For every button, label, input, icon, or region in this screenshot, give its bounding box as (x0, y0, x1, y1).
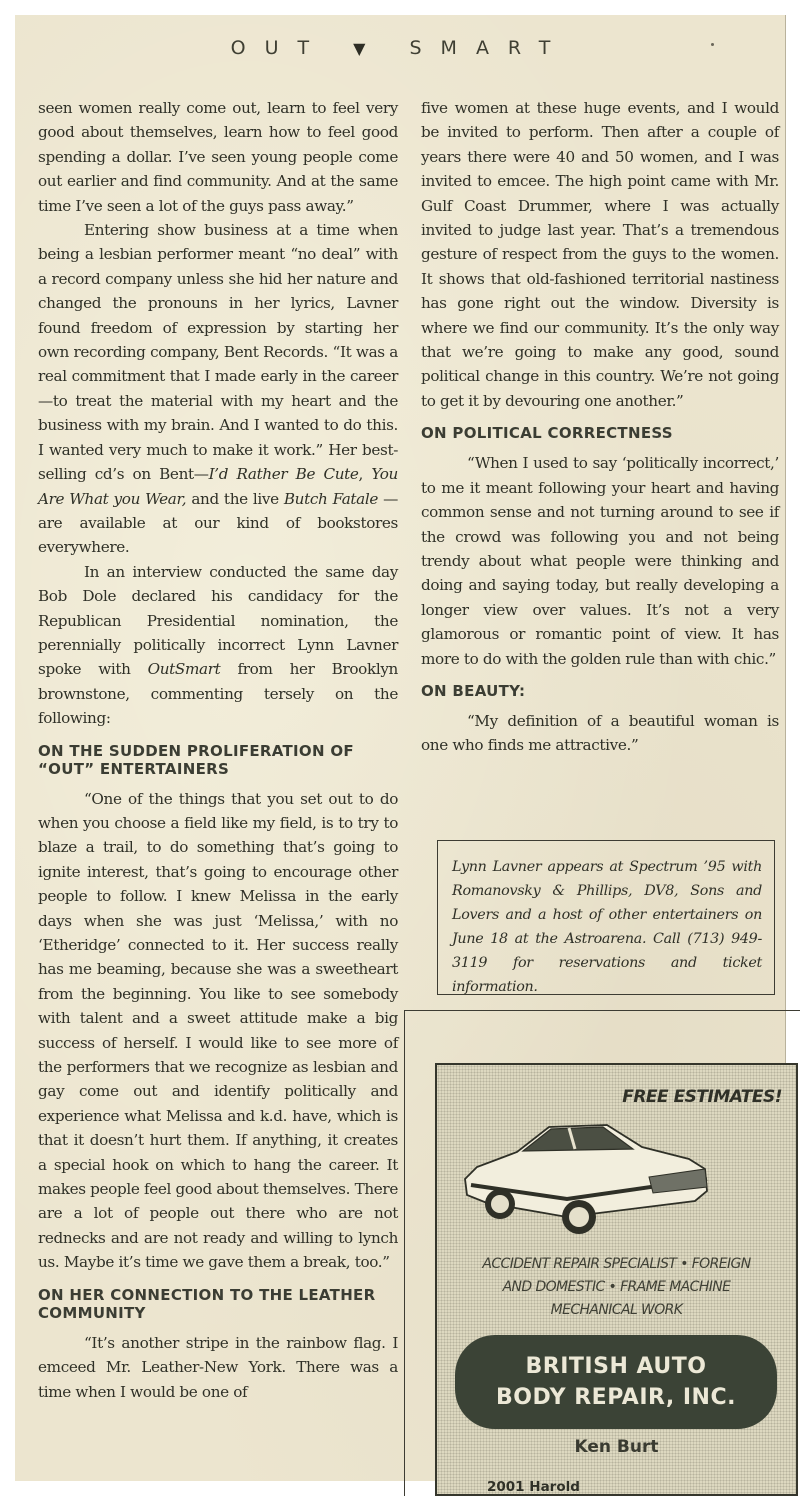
magazine-page (15, 15, 786, 1495)
ad-headline: FREE ESTIMATES! (622, 1087, 782, 1107)
business-name-line: BODY REPAIR, INC. (496, 1385, 736, 1410)
paragraph (38, 218, 398, 560)
paragraph-text: from her Brooklyn brownstone, commenting tersely on the following: (38, 660, 398, 728)
paragraph-text: —are available at our kind of bookstores everywhere. (38, 489, 398, 557)
paragraph: “When I used to say ‘politically incorrect,’ to me it meant following your heart and having common sense and not turning around to see if the crowd was following you and not being trendy about what people were thinking and doing and saying today, but really developing a longer view over values. It’s not a very glamorous or romantic point of view. It has more to do with the golden rule than with chic.” (421, 454, 779, 668)
business-name-banner (455, 1335, 777, 1429)
owner-name: Ken Burt (574, 1437, 659, 1457)
event-notice-box: Lynn Lavner appears at Spectrum ’95 with Romanovsky & Phillips, DV8, Sons and Lovers and a host of other entertainers on June 18 at the Astroarena. Call (713) 949-3119 for reservations and ticket information. (437, 840, 775, 995)
paragraph-text: and the live (186, 489, 284, 508)
paragraph-text: In an interview conducted the same day Bob Dole declared his candidacy for the Republican Presidential nomination, the perennially politically incorrect Lynn Lavner spoke with (38, 562, 398, 679)
section-heading: ON HER CONNECTION TO THE LEATHER COMMUNITY (38, 1285, 376, 1322)
paragraph: “It’s another stripe in the rainbow flag. I emceed Mr. Leather-New York. There was a time when I would be one of (38, 1333, 398, 1401)
album-title: I’d Rather Be Cute (208, 465, 359, 484)
section-heading: ON BEAUTY: (421, 681, 526, 700)
article-left-column (38, 96, 398, 1404)
paragraph: five women at these huge events, and I would be invited to perform. Then after a couple of years there were 40 and 50 women, and I was invited to emcee. The high point came with Mr. Gulf Coast Drummer, where I was actually invited to judge last year. That’s a tremendous gesture of respect from the guys to the women. It shows that old-fashioned territorial nastiness has gone right out the window. Diversity is where we find our community. It’s the only way that we’re going to make any good, sound political change in this country. We’re not going to get it by devouring one another.” (421, 99, 779, 410)
paragraph: seen women really come out, learn to feel very good about themselves, learn how to feel good spending a dollar. I’ve seen young people come out earlier and find community. And at the same time I’ve seen a lot of the guys pass away.” (38, 99, 398, 215)
paragraph (38, 560, 398, 731)
services-line: MECHANICAL WORK (550, 1302, 683, 1318)
album-title: You Are What you Wear, (38, 465, 398, 508)
section-heading: ON POLITICAL CORRECTNESS (421, 424, 673, 443)
down-triangle-icon: ▼ (353, 39, 385, 58)
masthead-smart: SMART (409, 37, 570, 59)
services-line: AND DOMESTIC • FRAME MACHINE (502, 1279, 731, 1295)
divider (404, 1010, 405, 1496)
paragraph: “One of the things that you set out to do when you choose a field like my field, is to try to blaze a trail, to do something that’s going to ignite interest, that’s going to encourage other people to follow. I knew Melissa in the early days when she was just ‘Melissa,’ with no ‘Etheridge’ connected to it. Her success really has me beaming, because she was a sweetheart from the beginning. You like to see somebody with talent and a sweet attitude make a big success of herself. I would like to see more of the performers that we recognize as lesbian and gay come out and identify politically and experience what Melissa and k.d. have, which is that it doesn’t hurt them. If anything, it creates a special hook on which to hang the career. It makes people feel good about themselves. There are a lot of people out there who are not rednecks and are not ready and willing to lynch us. Maybe it’s time we gave them a break, too.” (38, 789, 398, 1272)
decorative-dot (711, 43, 714, 46)
masthead (15, 37, 785, 59)
ad-services (437, 1253, 796, 1322)
paragraph-text: Entering show business at a time when being a lesbian performer meant “no deal” with a record company unless she hid her nature and changed the pronouns in her lyrics, Lavner found freedom of expression by starting her own recording company, Bent Records. “It was a real commitment that I made early in the career—to treat the material with my heart and the business with my brain. And I wanted to do this. I wanted very much to make it work.” Her best-selling cd’s on Bent— (38, 221, 398, 484)
section-heading: ON THE SUDDEN PROLIFERATION OF “OUT” ENTERTAINERS (38, 741, 354, 778)
paragraph-text: , (358, 465, 372, 484)
magazine-name: OutSmart (147, 660, 221, 679)
masthead-out: OUT (230, 37, 329, 59)
services-line: ACCIDENT REPAIR SPECIALIST • FOREIGN (482, 1256, 751, 1272)
business-name-line: BRITISH AUTO (525, 1354, 707, 1379)
advertisement (435, 1063, 798, 1496)
address: 2001 Harold (487, 1479, 580, 1495)
divider (404, 1010, 800, 1011)
car-illustration-icon (457, 1107, 717, 1237)
album-title: Butch Fatale (283, 489, 379, 508)
article-right-column (421, 96, 779, 758)
paragraph: “My definition of a beautiful woman is one who finds me attractive.” (421, 711, 779, 755)
